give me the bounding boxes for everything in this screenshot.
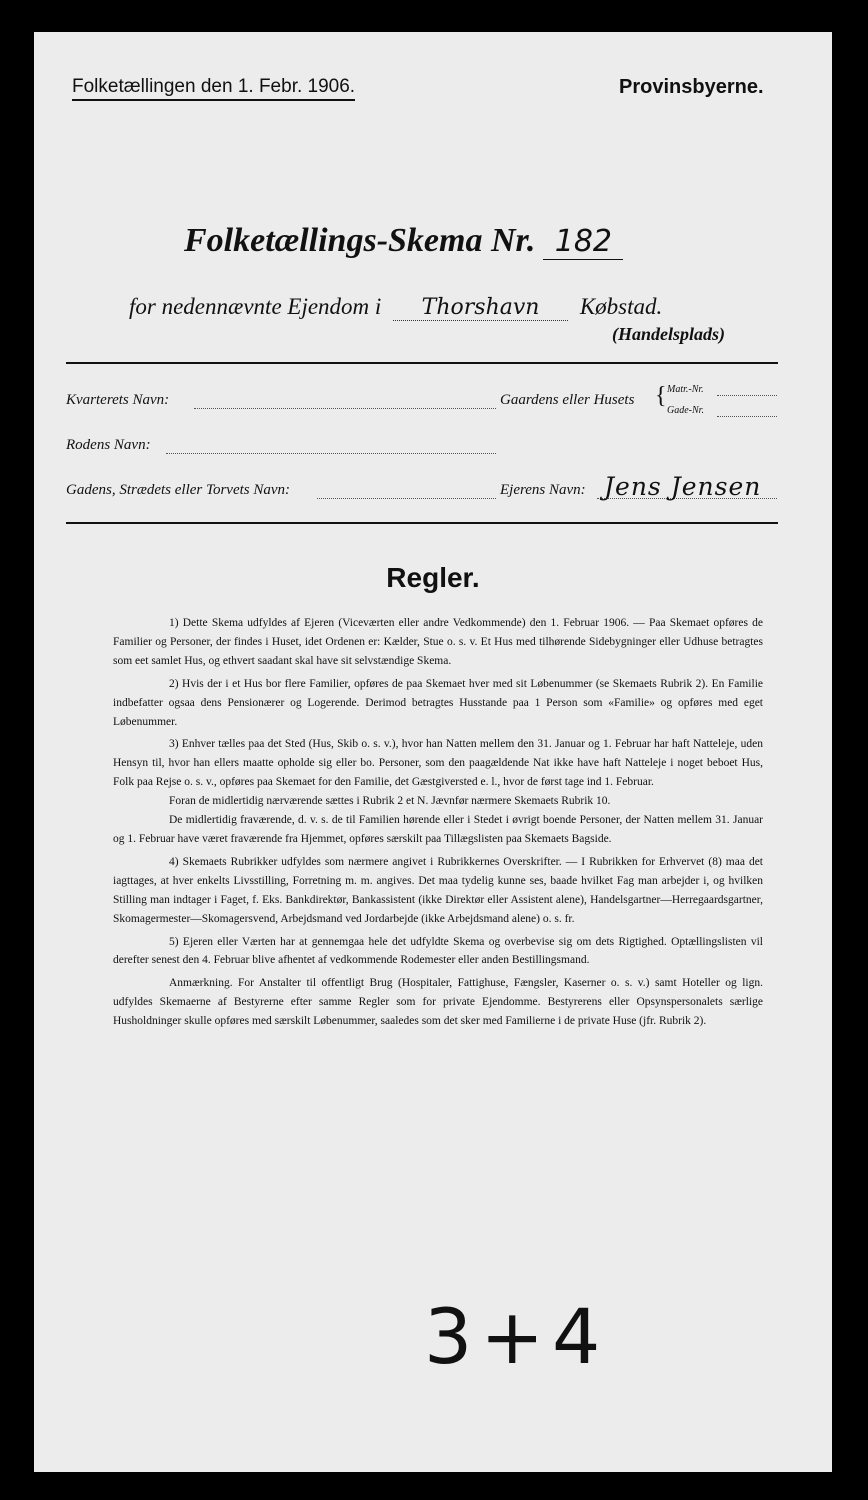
remark: Anmærkning. For Anstalter til offentligt Brug (Hospitaler, Fattighuse, Fængsler, Kaserner o. s. v.) samt Hoteller og lign. udfyldes Skemaerne af Bestyrerne efter samme Regler som for private Ejendomme. Bestyrerens eller Opsynspersonalets særlige Husholdninger skulle opføres med særskilt Løbenummer, saaledes som det sker med Familierne i de private Huse (jfr. Rubrik 2). [113, 977, 763, 1028]
kvarter-label: Kvarterets Navn: [66, 392, 170, 408]
town-name-handwritten: Thorshavn [393, 295, 568, 321]
property-prefix: for nedennævnte Ejendom i [129, 294, 382, 319]
town-type: Købstad. [579, 294, 663, 319]
census-form-page [34, 32, 832, 1472]
owner-name-handwritten: Jens Jensen [604, 472, 762, 501]
ejer-label: Ejerens Navn: [500, 482, 586, 498]
rules-heading: Regler. [386, 562, 480, 593]
matr-field [717, 395, 777, 396]
kvarter-field [194, 408, 496, 409]
rule-3: 3) Enhver tælles paa det Sted (Hus, Skib o. s. v.), hvor han Natten mellem den 31. Januar og 1. Februar har haft Natteleje, uden Hensyn til, hvor han ellers maatte opholde sig eller bo. Personer, som den paagældende Nat ikke have haft Natteleje i noget beboet Hus, Folk paa Rejse o. s. v., opføres paa Skemaet for den Familie, det Gæstgiversted e. l., hvor de først tage ind 1. Februar. [113, 738, 763, 789]
divider-bottom [66, 522, 778, 524]
property-line [129, 294, 662, 321]
gade-nr-label: Gade-Nr. [667, 405, 704, 416]
rule-4: 4) Skemaets Rubrikker udfyldes som nærmere angivet i Rubrikkernes Overskrifter. — I Rubrikken for Erhvervet (8) maa det iagttages, at hver enkelts Livsstilling, Forretning m. m. angives. Det maa tydelig kunne ses, baade hvilket Fag man arbejder i, og hvilken Stilling man indtager i Faget, f. Eks. Bankdirektør, Bankassistent (ikke Direktør eller Assistent alene), Handelsgartner—Herregaardsgartner, Skomagermester—Skomagersvend, Arbejdsmand ved Jordarbejde (ikke Arbejdsmand alene) o. s. fr. [113, 855, 763, 925]
rule-2: 2) Hvis der i et Hus bor flere Familier, opføres de paa Skemaet hver med sit Løbenummer (se Skemaets Rubrik 2). En Familie indbefatter ogsaa dens Pensionærer og Logerende. Derimod betragtes Husstande paa 1 Person som «Familie» og opføres med eget Løbenummer. [113, 677, 763, 728]
handwritten-total: 3+4 [424, 1292, 609, 1381]
gade-navn-field [317, 498, 496, 499]
rule-1: 1) Dette Skema udfyldes af Ejeren (Viceværten eller andre Vedkommende) den 1. Februar 1906. — Paa Skemaet opføres de Familier og Personer, der findes i Huset, idet Ordenen er: Kælder, Stue o. s. v. Et Hus med tilhørende Sidebygninger eller Udhuse betragtes som eet samlet Hus, og ethvert saadant skal have sit selvstændige Skema. [113, 617, 763, 667]
census-date-header: Folketællingen den 1. Febr. 1906. [72, 76, 355, 101]
form-title-text: Folketællings-Skema Nr. [184, 222, 536, 259]
gade-navn-label: Gadens, Strædets eller Torvets Navn: [66, 482, 291, 498]
province-header: Provinsbyerne. [619, 76, 764, 98]
gade-nr-field [717, 416, 777, 417]
form-number: 182 [543, 224, 623, 260]
form-title [184, 222, 623, 260]
rule-3-present: Foran de midlertidig nærværende sættes i Rubrik 2 et N. Jævnfør nærmere Skemaets Rubrik 10. [169, 795, 611, 808]
matr-label: Matr.-Nr. [667, 384, 704, 395]
divider-top [66, 362, 778, 364]
rule-3-absent: De midlertidig fraværende, d. v. s. de til Familien hørende eller i Stedet i øvrigt boende Personer, der Natten mellem 31. Januar og 1. Februar have været fraværende fra Hjemmet, opføres særskilt paa Tillægslisten paa Skemaets Bagside. [113, 814, 763, 845]
rode-field [166, 453, 496, 454]
rode-label: Rodens Navn: [66, 437, 151, 453]
rules-body [113, 614, 763, 1035]
handelsplads-label: (Handelsplads) [612, 324, 726, 344]
rule-5: 5) Ejeren eller Værten har at gennemgaa hele det udfyldte Skema og overbevise sig om dets Rigtighed. Optællingslisten vil derefter senest den 4. Februar blive afhentet af vedkommende Rodemester eller anden Bestillingsmand. [113, 935, 763, 967]
gaard-label: Gaardens eller Husets [500, 392, 635, 408]
brace-icon: { [655, 383, 667, 409]
